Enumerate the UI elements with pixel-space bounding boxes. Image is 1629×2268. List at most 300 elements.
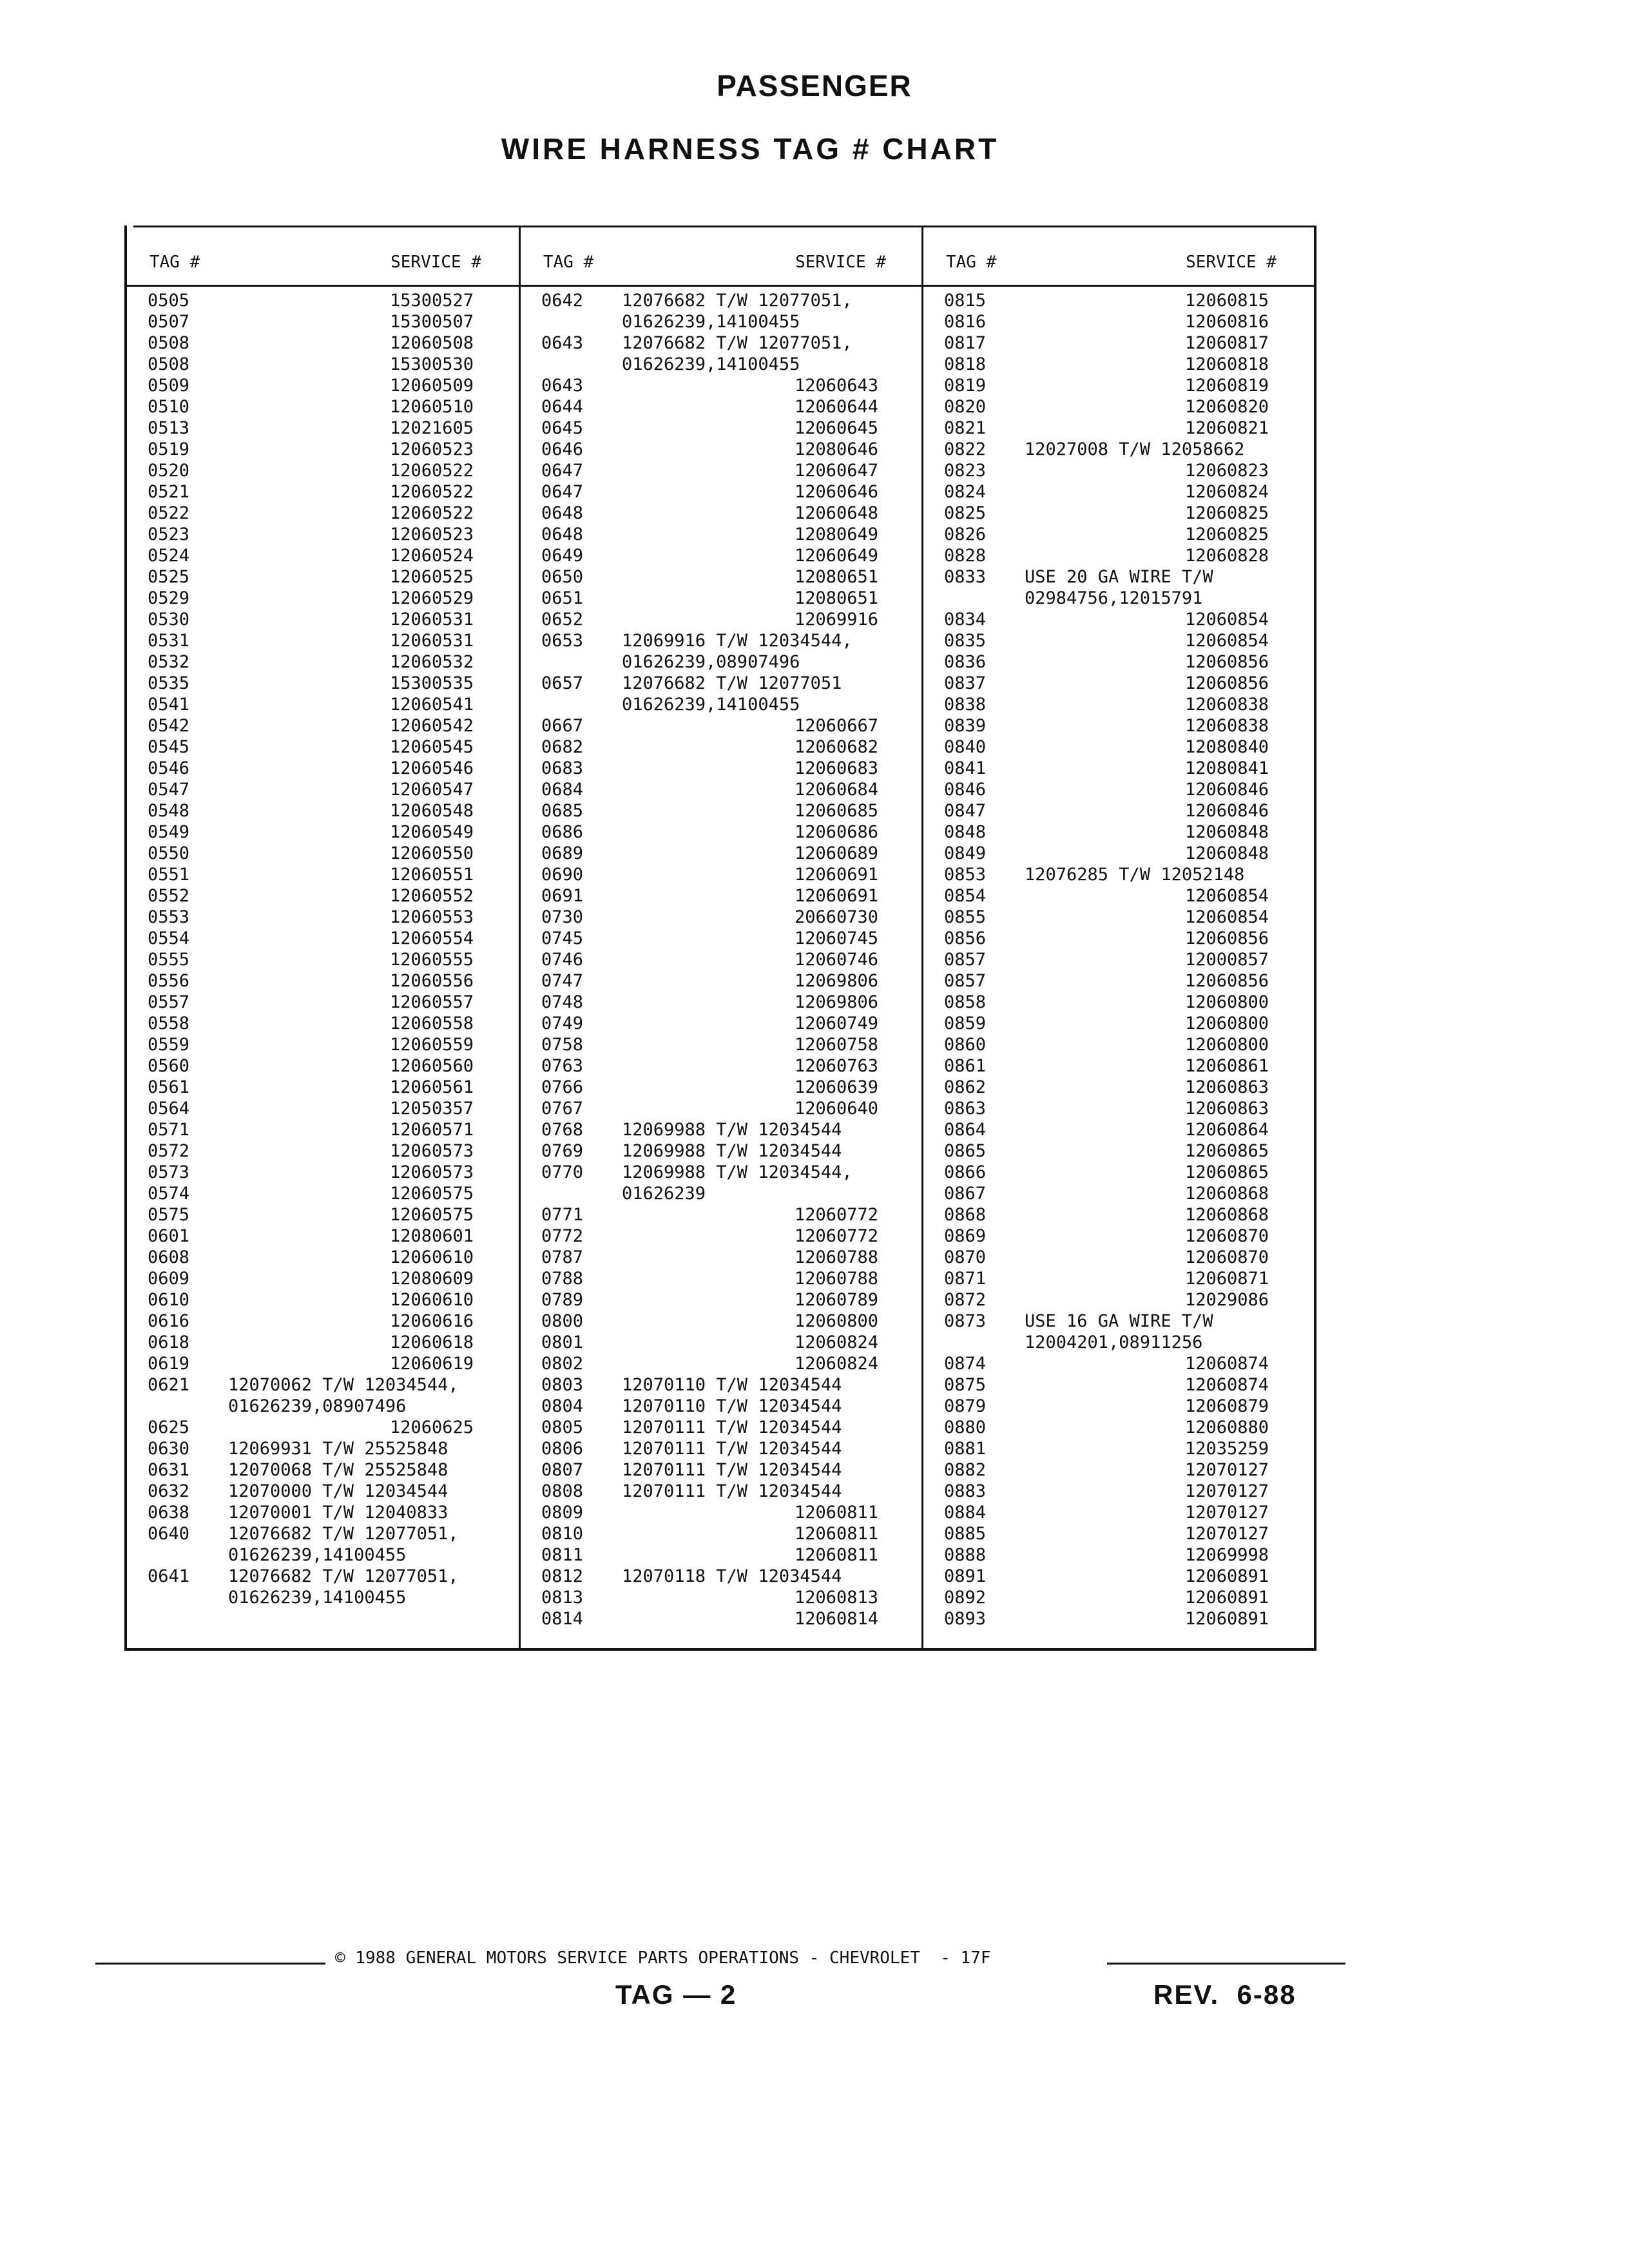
tag-number: 0532: [148, 652, 190, 672]
table-row: [923, 1183, 1314, 1204]
tag-number: 0862: [944, 1077, 987, 1097]
service-number: 12060529: [389, 588, 474, 608]
tag-number: 0508: [148, 354, 190, 374]
table-row: [923, 1289, 1314, 1311]
service-number: 12070118 T/W 12034544: [622, 1566, 842, 1586]
table-row: [923, 1544, 1314, 1566]
table-row: [521, 928, 923, 949]
table-row: [127, 928, 519, 949]
table-row: [127, 1587, 519, 1608]
table-row: [127, 651, 519, 673]
service-number: 12060825: [1184, 503, 1269, 523]
tag-number: 0618: [148, 1332, 190, 1352]
service-number: 15300527: [389, 291, 474, 311]
table-row: [127, 1374, 519, 1396]
table-row: [923, 715, 1314, 736]
tag-number: 0643: [541, 376, 584, 396]
service-number: USE 16 GA WIRE T/W: [1025, 1311, 1213, 1331]
table-row: [127, 332, 519, 354]
table-row: [521, 481, 923, 503]
tag-number: 0521: [148, 482, 190, 502]
service-number: 12060821: [1184, 418, 1269, 438]
table-row: [521, 800, 923, 822]
service-number: 12060545: [389, 737, 474, 757]
tag-number: 0682: [541, 737, 584, 757]
service-number: 12060800: [1184, 992, 1269, 1012]
tag-chart-table: [124, 226, 1316, 1651]
tag-number: 0853: [944, 865, 987, 885]
tag-number: 0833: [944, 567, 987, 587]
service-number: 12060854: [1184, 610, 1269, 629]
service-number: 12060846: [1184, 780, 1269, 800]
tag-number: 0646: [541, 439, 584, 459]
service-number: 12080651: [794, 588, 878, 608]
table-row: [923, 439, 1314, 460]
table-row: [127, 1438, 519, 1459]
tag-number: 0823: [944, 461, 987, 481]
table-row: [521, 524, 923, 545]
table-row: [923, 311, 1314, 332]
service-number: 12076682 T/W 12077051,: [228, 1524, 459, 1544]
table-row: [521, 1268, 923, 1289]
table-row: [127, 481, 519, 503]
service-number: 12060610: [389, 1247, 474, 1267]
table-row: [521, 1587, 923, 1608]
service-number: 12060689: [794, 843, 878, 863]
table-row: [521, 1481, 923, 1502]
service-number: 12060640: [794, 1099, 878, 1119]
table-column-1: [127, 226, 519, 1648]
table-rows: [127, 290, 519, 1608]
table-row: [923, 1608, 1314, 1629]
footer-rule-right: [1107, 1963, 1345, 1965]
service-number: 12080840: [1184, 737, 1269, 757]
tag-number: 0846: [944, 780, 987, 800]
tag-number: 0509: [148, 376, 190, 396]
table-row: [521, 588, 923, 609]
tag-number: 0610: [148, 1290, 190, 1310]
service-number: 12070110 T/W 12034544: [622, 1396, 842, 1416]
table-row: [127, 290, 519, 311]
table-row: [521, 1289, 923, 1311]
table-row: [923, 1034, 1314, 1055]
service-number: 12060861: [1184, 1056, 1269, 1076]
service-number: 12060522: [389, 482, 474, 502]
tag-number: 0824: [944, 482, 987, 502]
table-row: [521, 694, 923, 715]
service-number: 12060523: [389, 524, 474, 544]
service-number: 01626239,14100455: [228, 1545, 407, 1565]
service-number: 12060846: [1184, 801, 1269, 821]
tag-number: 0574: [148, 1184, 190, 1204]
tag-number: 0812: [541, 1566, 584, 1586]
table-row: [127, 1204, 519, 1225]
tag-number: 0645: [541, 418, 584, 438]
tag-number: 0513: [148, 418, 190, 438]
tag-number: 0530: [148, 610, 190, 629]
tag-number: 0772: [541, 1226, 584, 1246]
service-number: 12060610: [389, 1290, 474, 1310]
table-row: [923, 1268, 1314, 1289]
service-number: 12060691: [794, 865, 878, 885]
service-number: 12060800: [1184, 1014, 1269, 1033]
service-number: 12060824: [794, 1354, 878, 1374]
service-number: 12060824: [1184, 482, 1269, 502]
service-number: 15300507: [389, 312, 474, 332]
page-number: TAG — 2: [615, 1979, 737, 2010]
service-number: 12060856: [1184, 928, 1269, 948]
service-number: 15300530: [389, 354, 474, 374]
service-number: 12060813: [794, 1588, 878, 1608]
table-row: [521, 1608, 923, 1629]
table-row: [923, 1098, 1314, 1119]
table-row: [923, 290, 1314, 311]
service-number: 12060575: [389, 1184, 474, 1204]
service-number: 12060575: [389, 1205, 474, 1225]
table-row: [127, 715, 519, 736]
table-row: [127, 1417, 519, 1438]
tag-number: 0649: [541, 546, 584, 566]
tag-header: TAG #: [946, 253, 997, 272]
service-number: 12080651: [794, 567, 878, 587]
table-row: [127, 1566, 519, 1587]
table-row: [521, 1502, 923, 1523]
tag-number: 0891: [944, 1566, 987, 1586]
table-row: [923, 524, 1314, 545]
table-row: [923, 992, 1314, 1013]
service-number: 01626239,08907496: [622, 652, 800, 672]
service-number: 12060772: [794, 1205, 878, 1225]
table-row: [127, 1268, 519, 1289]
tag-number: 0644: [541, 397, 584, 417]
table-row: [923, 1247, 1314, 1268]
table-row: [521, 460, 923, 481]
tag-number: 0804: [541, 1396, 584, 1416]
service-number: 12004201,08911256: [1025, 1332, 1203, 1352]
table-row: [127, 1459, 519, 1481]
tag-number: 0523: [148, 524, 190, 544]
service-number: 20660730: [794, 907, 878, 927]
tag-number: 0572: [148, 1141, 190, 1161]
service-number: 12060825: [1184, 524, 1269, 544]
table-row: [521, 1374, 923, 1396]
table-row: [127, 1247, 519, 1268]
service-number: 12060871: [1184, 1269, 1269, 1289]
table-row: [521, 1523, 923, 1544]
table-row: [923, 1502, 1314, 1523]
tag-number: 0763: [541, 1056, 584, 1076]
table-row: [127, 1502, 519, 1523]
service-number: 02984756,12015791: [1025, 588, 1203, 608]
service-number: 12060616: [389, 1311, 474, 1331]
table-row: [521, 503, 923, 524]
tag-number: 0828: [944, 546, 987, 566]
table-row: [127, 439, 519, 460]
table-row: [127, 311, 519, 332]
tag-number: 0825: [944, 503, 987, 523]
service-number: 12060870: [1184, 1226, 1269, 1246]
tag-number: 0867: [944, 1184, 987, 1204]
table-row: [127, 1183, 519, 1204]
table-row: [923, 1013, 1314, 1034]
tag-number: 0766: [541, 1077, 584, 1097]
table-row: [923, 949, 1314, 970]
table-row: [923, 566, 1314, 588]
service-number: 12060556: [389, 971, 474, 991]
service-number: 12060551: [389, 865, 474, 885]
table-row: [127, 1098, 519, 1119]
service-number: 01626239,14100455: [622, 354, 800, 374]
service-number: 12060682: [794, 737, 878, 757]
tag-number: 0531: [148, 631, 190, 651]
service-number: 12060817: [1184, 333, 1269, 353]
service-number: 12060745: [794, 928, 878, 948]
tag-number: 0552: [148, 886, 190, 906]
tag-number: 0619: [148, 1354, 190, 1374]
service-number: 12060772: [794, 1226, 878, 1246]
table-row: [923, 800, 1314, 822]
tag-number: 0768: [541, 1120, 584, 1140]
tag-number: 0856: [944, 928, 987, 948]
tag-number: 0857: [944, 971, 987, 991]
table-row: [127, 609, 519, 630]
table-row: [521, 779, 923, 800]
tag-number: 0808: [541, 1481, 584, 1501]
tag-number: 0546: [148, 758, 190, 778]
tag-number: 0647: [541, 461, 584, 481]
table-row: [127, 1013, 519, 1034]
table-row: [127, 503, 519, 524]
service-number: 12060555: [389, 950, 474, 970]
service-number: 12050357: [389, 1099, 474, 1119]
service-number: 12060854: [1184, 907, 1269, 927]
tag-number: 0686: [541, 822, 584, 842]
tag-number: 0835: [944, 631, 987, 651]
table-row: [521, 970, 923, 992]
table-row: [521, 1055, 923, 1077]
service-number: 12060891: [1184, 1609, 1269, 1629]
table-row: [127, 992, 519, 1013]
footer-copyright: © 1988 GENERAL MOTORS SERVICE PARTS OPERATIONS - CHEVROLET - 17F: [335, 1948, 991, 1968]
table-row: [127, 736, 519, 758]
tag-number: 0519: [148, 439, 190, 459]
table-row: [521, 715, 923, 736]
service-number: 12060532: [389, 652, 474, 672]
table-row: [521, 332, 923, 354]
tag-number: 0821: [944, 418, 987, 438]
service-number: 12060824: [794, 1332, 878, 1352]
service-number: 12060667: [794, 716, 878, 736]
table-row: [521, 1225, 923, 1247]
table-row: [521, 992, 923, 1013]
tag-number: 0860: [944, 1035, 987, 1055]
table-row: [923, 1523, 1314, 1544]
footer-rule-left: [95, 1963, 325, 1965]
service-number: 12060549: [389, 822, 474, 842]
table-row: [923, 503, 1314, 524]
table-row: [521, 1119, 923, 1140]
tag-number: 0550: [148, 843, 190, 863]
table-row: [521, 418, 923, 439]
tag-number: 0884: [944, 1503, 987, 1523]
service-number: 12060811: [794, 1503, 878, 1523]
table-row: [521, 1459, 923, 1481]
service-number: 12060645: [794, 418, 878, 438]
tag-number: 0571: [148, 1120, 190, 1140]
service-number: 12060548: [389, 801, 474, 821]
table-row: [923, 864, 1314, 885]
tag-number: 0631: [148, 1460, 190, 1480]
table-row: [521, 354, 923, 375]
table-row: [521, 439, 923, 460]
service-number: 12076682 T/W 12077051,: [228, 1566, 459, 1586]
service-number: 12070110 T/W 12034544: [622, 1375, 842, 1395]
table-row: [521, 651, 923, 673]
tag-number: 0839: [944, 716, 987, 736]
service-number: 12060522: [389, 503, 474, 523]
column-header: [923, 244, 1314, 287]
tag-number: 0648: [541, 503, 584, 523]
tag-number: 0640: [148, 1524, 190, 1544]
table-row: [923, 609, 1314, 630]
tag-number: 0657: [541, 673, 584, 693]
table-row: [127, 1077, 519, 1098]
table-row: [127, 1332, 519, 1353]
service-number: 12080609: [389, 1269, 474, 1289]
tag-number: 0648: [541, 524, 584, 544]
service-header: SERVICE #: [1186, 253, 1277, 272]
table-row: [521, 1140, 923, 1162]
table-row: [923, 1055, 1314, 1077]
tag-number: 0854: [944, 886, 987, 906]
service-number: 12060854: [1184, 631, 1269, 651]
tag-number: 0770: [541, 1162, 584, 1182]
service-number: 12076682 T/W 12077051: [622, 673, 842, 693]
tag-number: 0545: [148, 737, 190, 757]
tag-number: 0841: [944, 758, 987, 778]
service-number: 12060868: [1184, 1184, 1269, 1204]
tag-number: 0826: [944, 524, 987, 544]
service-number: 12070001 T/W 12040833: [228, 1503, 448, 1523]
table-row: [521, 736, 923, 758]
service-number: 12070111 T/W 12034544: [622, 1439, 842, 1459]
table-row: [127, 545, 519, 566]
tag-number: 0556: [148, 971, 190, 991]
table-row: [521, 375, 923, 396]
column-header: [127, 244, 519, 287]
service-number: 12060891: [1184, 1566, 1269, 1586]
service-number: 12060823: [1184, 461, 1269, 481]
table-row: [127, 460, 519, 481]
service-number: 12060828: [1184, 546, 1269, 566]
table-row: [521, 1332, 923, 1353]
tag-number: 0866: [944, 1162, 987, 1182]
tag-number: 0815: [944, 291, 987, 311]
tag-number: 0553: [148, 907, 190, 927]
service-number: 12060838: [1184, 695, 1269, 715]
service-number: 12029086: [1184, 1290, 1269, 1310]
service-number: 12060531: [389, 631, 474, 651]
table-row: [923, 1353, 1314, 1374]
table-row: [521, 822, 923, 843]
tag-number: 0748: [541, 992, 584, 1012]
service-number: 12076682 T/W 12077051,: [622, 291, 853, 311]
service-number: 12060524: [389, 546, 474, 566]
service-number: 12000857: [1184, 950, 1269, 970]
tag-number: 0551: [148, 865, 190, 885]
tag-number: 0882: [944, 1460, 987, 1480]
tag-number: 0684: [541, 780, 584, 800]
table-row: [923, 1438, 1314, 1459]
table-row: [923, 907, 1314, 928]
tag-number: 0769: [541, 1141, 584, 1161]
table-row: [127, 1544, 519, 1566]
service-number: 12060880: [1184, 1418, 1269, 1437]
service-number: 12070062 T/W 12034544,: [228, 1375, 459, 1395]
service-number: 12060573: [389, 1162, 474, 1182]
table-row: [923, 1374, 1314, 1396]
tag-number: 0805: [541, 1418, 584, 1437]
service-number: 12060848: [1184, 843, 1269, 863]
tag-number: 0840: [944, 737, 987, 757]
tag-number: 0838: [944, 695, 987, 715]
tag-number: 0836: [944, 652, 987, 672]
tag-number: 0771: [541, 1205, 584, 1225]
service-number: 12060815: [1184, 291, 1269, 311]
service-number: 01626239,08907496: [228, 1396, 407, 1416]
tag-number: 0575: [148, 1205, 190, 1225]
service-number: 12060649: [794, 546, 878, 566]
table-row: [521, 1544, 923, 1566]
service-number: 12060686: [794, 822, 878, 842]
tag-number: 0561: [148, 1077, 190, 1097]
table-row: [521, 907, 923, 928]
service-number: 12060643: [794, 376, 878, 396]
service-number: 12070127: [1184, 1460, 1269, 1480]
table-row: [127, 907, 519, 928]
table-row: [127, 970, 519, 992]
tag-number: 0647: [541, 482, 584, 502]
tag-number: 0548: [148, 801, 190, 821]
service-number: 12070127: [1184, 1524, 1269, 1544]
service-number: 12060800: [794, 1311, 878, 1331]
table-row: [521, 758, 923, 779]
tag-number: 0802: [541, 1354, 584, 1374]
service-number: 12060864: [1184, 1120, 1269, 1140]
tag-number: 0875: [944, 1375, 987, 1395]
tag-number: 0788: [541, 1269, 584, 1289]
service-number: 12070068 T/W 25525848: [228, 1460, 448, 1480]
service-number: 12060546: [389, 758, 474, 778]
tag-number: 0892: [944, 1588, 987, 1608]
service-number: 12070111 T/W 12034544: [622, 1481, 842, 1501]
table-row: [923, 758, 1314, 779]
tag-number: 0870: [944, 1247, 987, 1267]
table-row: [521, 1204, 923, 1225]
service-number: 12060509: [389, 376, 474, 396]
table-row: [923, 375, 1314, 396]
tag-number: 0529: [148, 588, 190, 608]
tag-number: 0863: [944, 1099, 987, 1119]
tag-number: 0651: [541, 588, 584, 608]
service-number: 12080646: [794, 439, 878, 459]
service-number: 12060547: [389, 780, 474, 800]
table-rows: [923, 290, 1314, 1629]
tag-number: 0524: [148, 546, 190, 566]
tag-number: 0758: [541, 1035, 584, 1055]
table-row: [127, 524, 519, 545]
table-row: [127, 673, 519, 694]
